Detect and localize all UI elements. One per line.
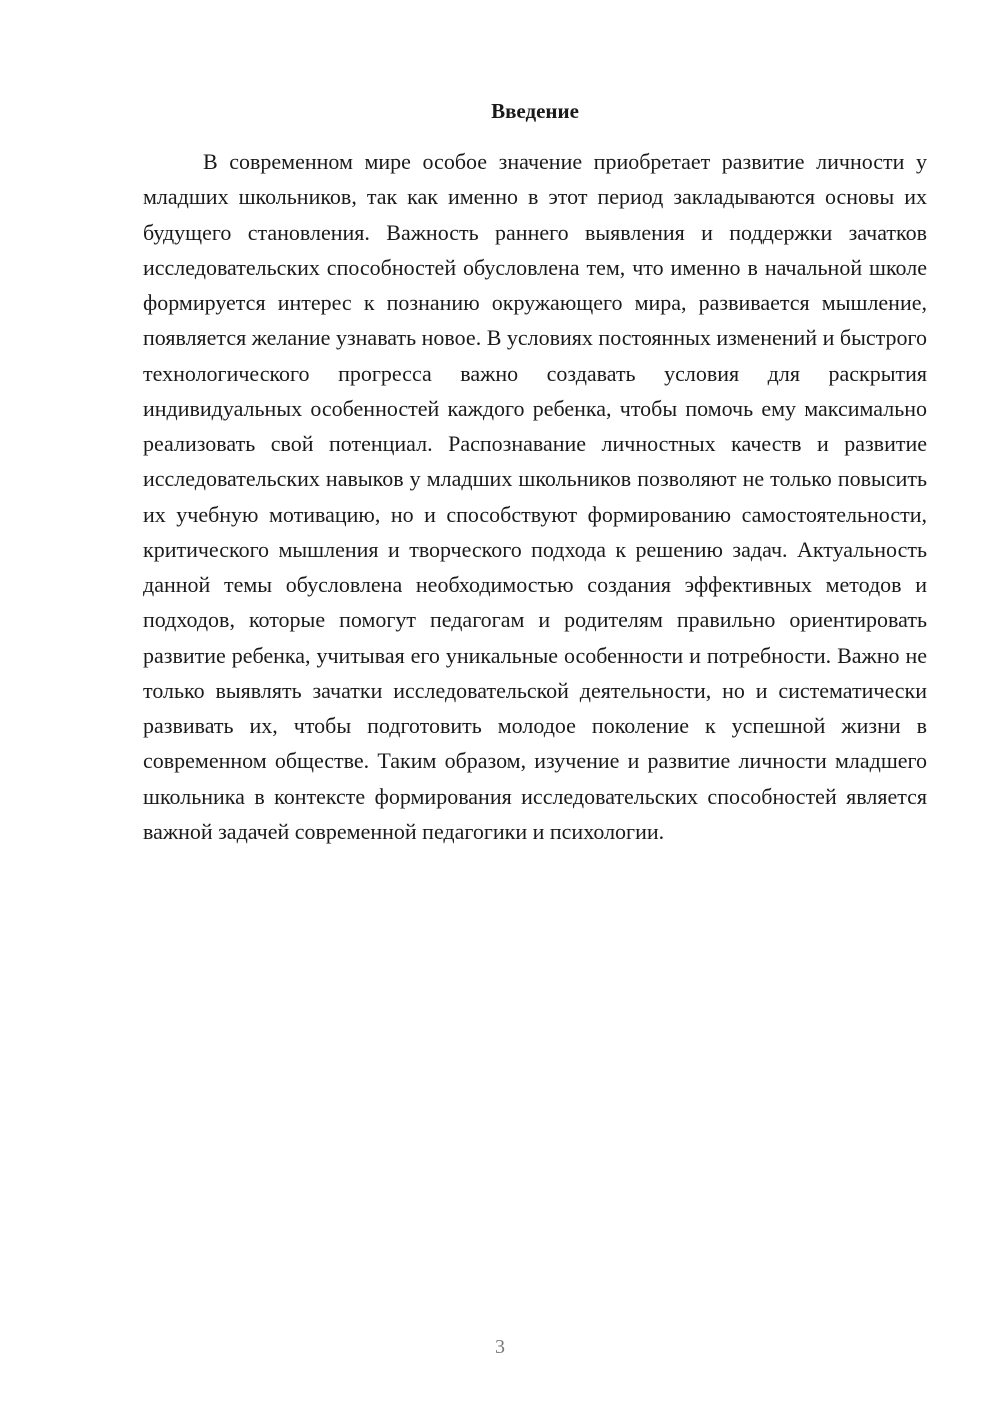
body-text	[143, 144, 927, 849]
paragraph: В современном мире особое значение приобретает развитие личности у младших школьников, так как именно в этот период закладываются основы их будущего становления. Важность раннего выявления и поддержки зачатков исследовательских способностей обусловлена тем, что именно в начальной школе формируется интерес к познанию окружающего мира, развивается мышление, появляется желание узнавать новое. В условиях постоянных изменений и быстрого технологического прогресса важно создавать условия для раскрытия индивидуальных особенностей каждого ребенка, чтобы помочь ему максимально реализовать свой потенциал. Распознавание личностных качеств и развитие исследовательских навыков у младших школьников позволяют не только повысить их учебную мотивацию, но и способствуют формированию самостоятельности, критического мышления и творческого подхода к решению задач. Актуальность данной темы обусловлена необходимостью создания эффективных методов и подходов, которые помогут педагогам и родителям правильно ориентировать развитие ребенка, учитывая его уникальные особенности и потребности. Важно не только выявлять зачатки исследовательской деятельности, но и систематически развивать их, чтобы подготовить молодое поколение к успешной жизни в современном обществе. Таким образом, изучение и развитие личности младшего школьника в контексте формирования исследовательских способностей является важной задачей современной педагогики и психологии.	[143, 149, 927, 844]
page-number: 3	[495, 1336, 505, 1358]
section-heading: Введение	[491, 99, 579, 123]
